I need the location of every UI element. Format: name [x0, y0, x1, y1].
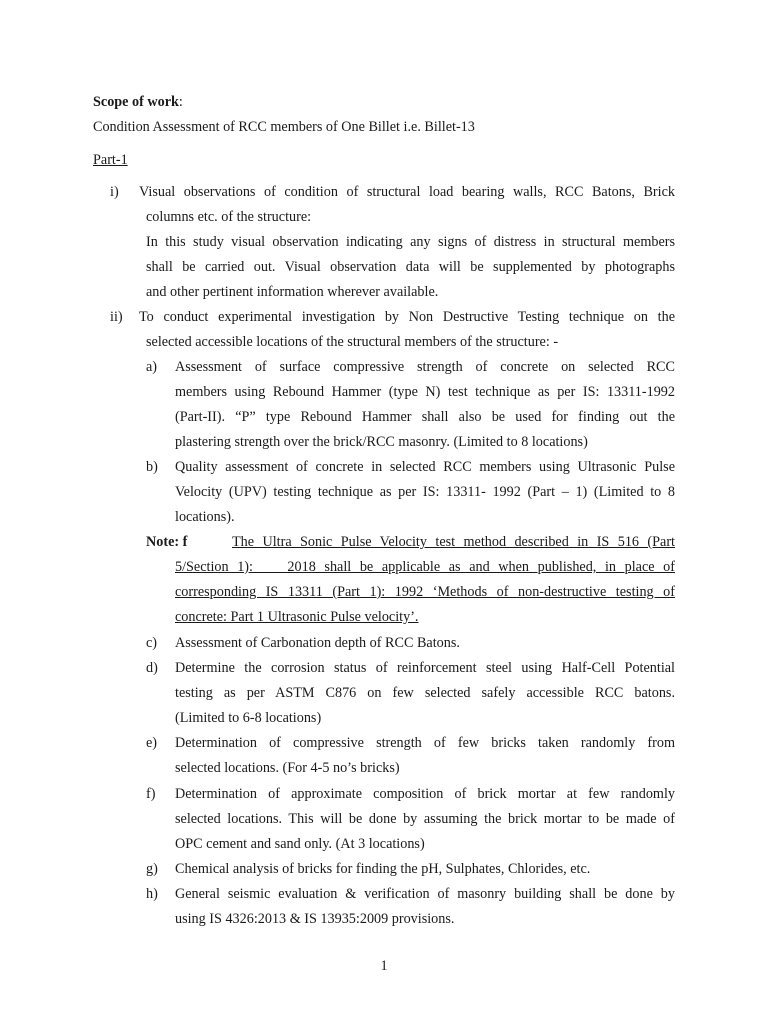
- sub-item-c-line-1: Assessment of Carbonation depth of RCC Batons.: [175, 635, 460, 651]
- sub-item-e-marker: e): [146, 735, 158, 751]
- sub-item-d-line-2: testing as per ASTM C876 on few selected safely accessible RCC batons.: [175, 685, 675, 701]
- sub-item-b-line-2: Velocity (UPV) testing technique as per IS: 13311- 1992 (Part – 1) (Limited to 8: [175, 484, 675, 500]
- sub-item-g-marker: g): [146, 861, 158, 877]
- sub-item-f-line-1: Determination of approximate composition of brick mortar at few randomly: [175, 786, 675, 802]
- sub-item-d-line-3: (Limited to 6-8 locations): [175, 710, 322, 726]
- sub-item-f-marker: f): [146, 786, 156, 802]
- sub-item-a-line-2: members using Rebound Hammer (type N) test technique as per IS: 13311-1992: [175, 384, 675, 400]
- sub-item-b-line-1: Quality assessment of concrete in selected RCC members using Ultrasonic Pulse: [175, 459, 675, 475]
- item-ii-marker: ii): [110, 309, 123, 325]
- sub-item-f-line-3: OPC cement and sand only. (At 3 locations): [175, 836, 425, 852]
- sub-item-e-line-2: selected locations. (For 4-5 no’s bricks): [175, 760, 400, 776]
- sub-item-a-marker: a): [146, 359, 158, 375]
- sub-item-b-line-3: locations).: [175, 509, 235, 525]
- scope-colon: :: [178, 94, 183, 110]
- item-ii-line-2: selected accessible locations of the structural members of the structure: -: [146, 334, 559, 350]
- sub-item-e-line-1: Determination of compressive strength of few bricks taken randomly from: [175, 735, 675, 751]
- sub-item-c-marker: c): [146, 635, 158, 651]
- sub-item-b-marker: b): [146, 459, 158, 475]
- sub-item-d-line-1: Determine the corrosion status of reinforcement steel using Half-Cell Potential: [175, 660, 675, 676]
- item-ii-line-1: To conduct experimental investigation by Non Destructive Testing technique on the: [139, 309, 675, 325]
- sub-item-a-line-1: Assessment of surface compressive strength of concrete on selected RCC: [175, 359, 675, 375]
- item-i-line-3: In this study visual observation indicating any signs of distress in structural members: [146, 234, 675, 250]
- note-label: Note: f: [146, 534, 188, 550]
- note-line-1: The Ultra Sonic Pulse Velocity test method described in IS 516 (Part: [232, 534, 675, 550]
- item-i-line-1: Visual observations of condition of structural load bearing walls, RCC Batons, Brick: [139, 184, 675, 200]
- item-i-line-5: and other pertinent information wherever available.: [146, 284, 439, 300]
- scope-heading: [93, 90, 183, 115]
- note-line-3: corresponding IS 13311 (Part 1): 1992 ‘Methods of non-destructive testing of: [175, 584, 675, 600]
- item-i-marker: i): [110, 184, 119, 200]
- page-number: 1: [380, 958, 388, 974]
- scope-label: Scope of work: [93, 94, 179, 110]
- note-line-4: concrete: Part 1 Ultrasonic Pulse velocity’.: [175, 609, 419, 625]
- sub-item-h-marker: h): [146, 886, 158, 902]
- item-i-line-2: columns etc. of the structure:: [146, 209, 312, 225]
- sub-item-g-line-1: Chemical analysis of bricks for finding the pH, Sulphates, Chlorides, etc.: [175, 861, 591, 877]
- sub-item-f-line-2: selected locations. This will be done by assuming the brick mortar to be made of: [175, 811, 675, 827]
- sub-item-a-line-4: plastering strength over the brick/RCC masonry. (Limited to 8 locations): [175, 434, 588, 450]
- part-label: Part-1: [93, 152, 128, 168]
- condition-line: Condition Assessment of RCC members of One Billet i.e. Billet-13: [93, 119, 475, 135]
- sub-item-d-marker: d): [146, 660, 158, 676]
- sub-item-h-line-2: using IS 4326:2013 & IS 13935:2009 provisions.: [175, 911, 455, 927]
- note-line-2: 5/Section 1): 2018 shall be applicable as and when published, in place of: [175, 559, 675, 575]
- sub-item-h-line-1: General seismic evaluation & verification of masonry building shall be done by: [175, 886, 675, 902]
- item-i-line-4: shall be carried out. Visual observation data will be supplemented by photographs: [146, 259, 675, 275]
- sub-item-a-line-3: (Part-II). “P” type Rebound Hammer shall also be used for finding out the: [175, 409, 675, 425]
